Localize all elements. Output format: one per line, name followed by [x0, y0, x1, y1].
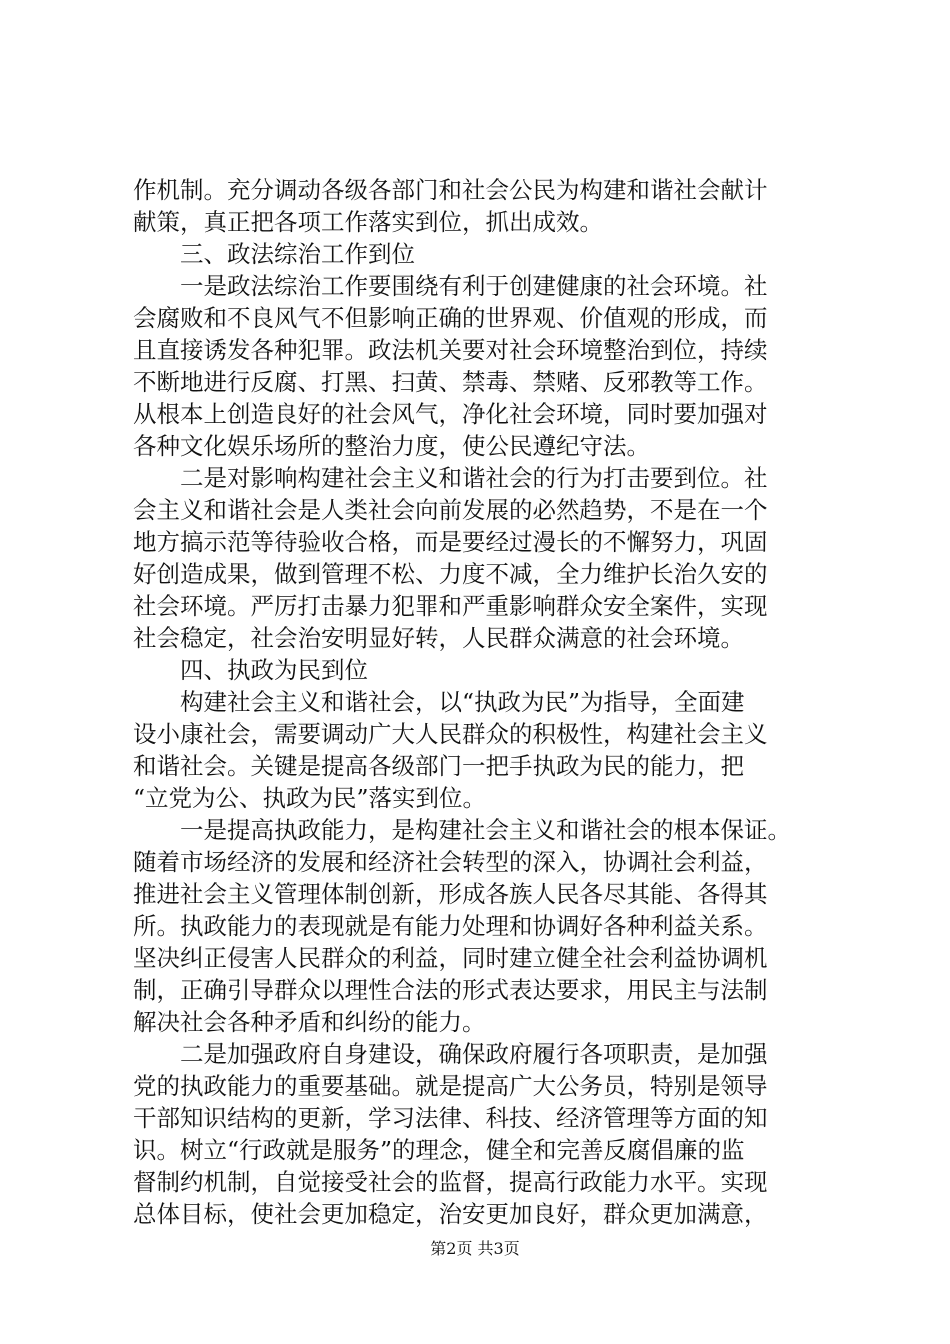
section-heading: 四、执政为民到位: [180, 656, 368, 684]
text-line: 社会环境。严厉打击暴力犯罪和严重影响群众安全案件，实现: [133, 592, 768, 620]
text-line: 从根本上创造良好的社会风气，净化社会环境，同时要加强对: [133, 400, 768, 428]
text-line: 设小康社会，需要调动广大人民群众的积极性，构建社会主义: [133, 720, 768, 748]
text-line: 二是加强政府自身建设，确保政府履行各项职责，是加强: [180, 1040, 768, 1068]
text-line: 好创造成果，做到管理不松、力度不减，全力维护长治久安的: [133, 560, 768, 588]
text-line: 构建社会主义和谐社会，以“执政为民”为指导，全面建: [180, 688, 745, 716]
text-line: 总体目标，使社会更加稳定，治安更加良好，群众更加满意，: [133, 1200, 768, 1228]
text-line: 一是政法综治工作要围绕有利于创建健康的社会环境。社: [180, 272, 768, 300]
text-line: 识。树立“行政就是服务”的理念，健全和完善反腐倡廉的监: [133, 1136, 745, 1164]
text-line: “立党为公、执政为民”落实到位。: [133, 784, 487, 812]
text-line: 推进社会主义管理体制创新，形成各族人民各尽其能、各得其: [133, 880, 768, 908]
text-line: 党的执政能力的重要基础。就是提高广大公务员，特别是领导: [133, 1072, 768, 1100]
text-line: 各种文化娱乐场所的整治力度，使公民遵纪守法。: [133, 432, 650, 460]
text-line: 制，正确引导群众以理性合法的形式表达要求，用民主与法制: [133, 976, 768, 1004]
text-line: 献策，真正把各项工作落实到位，抓出成效。: [133, 208, 603, 236]
text-line: 二是对影响构建社会主义和谐社会的行为打击要到位。社: [180, 464, 768, 492]
text-line: 地方搞示范等待验收合格，而是要经过漫长的不懈努力，巩固: [133, 528, 768, 556]
text-line: 且直接诱发各种犯罪。政法机关要对社会环境整治到位，持续: [133, 336, 768, 364]
page-number: 第2页 共3页: [430, 1239, 520, 1258]
text-line: 督制约机制，自觉接受社会的监督，提高行政能力水平。实现: [133, 1168, 768, 1196]
text-line: 和谐社会。关键是提高各级部门一把手执政为民的能力，把: [133, 752, 744, 780]
text-line: 不断地进行反腐、打黑、扫黄、禁毒、禁赌、反邪教等工作。: [133, 368, 768, 396]
text-line: 一是提高执政能力，是构建社会主义和谐社会的根本保证。: [180, 816, 791, 844]
text-line: 所。执政能力的表现就是有能力处理和协调好各种利益关系。: [133, 912, 768, 940]
text-line: 会主义和谐社会是人类社会向前发展的必然趋势，不是在一个: [133, 496, 768, 524]
text-line: 会腐败和不良风气不但影响正确的世界观、价值观的形成，而: [133, 304, 768, 332]
text-line: 作机制。充分调动各级各部门和社会公民为构建和谐社会献计: [133, 176, 768, 204]
section-heading: 三、政法综治工作到位: [180, 240, 415, 268]
text-line: 随着市场经济的发展和经济社会转型的深入，协调社会利益，: [133, 848, 768, 876]
text-line: 干部知识结构的更新，学习法律、科技、经济管理等方面的知: [133, 1104, 768, 1132]
text-line: 社会稳定，社会治安明显好转，人民群众满意的社会环境。: [133, 624, 744, 652]
text-line: 坚决纠正侵害人民群众的利益，同时建立健全社会利益协调机: [133, 944, 768, 972]
text-line: 解决社会各种矛盾和纠纷的能力。: [133, 1008, 486, 1036]
